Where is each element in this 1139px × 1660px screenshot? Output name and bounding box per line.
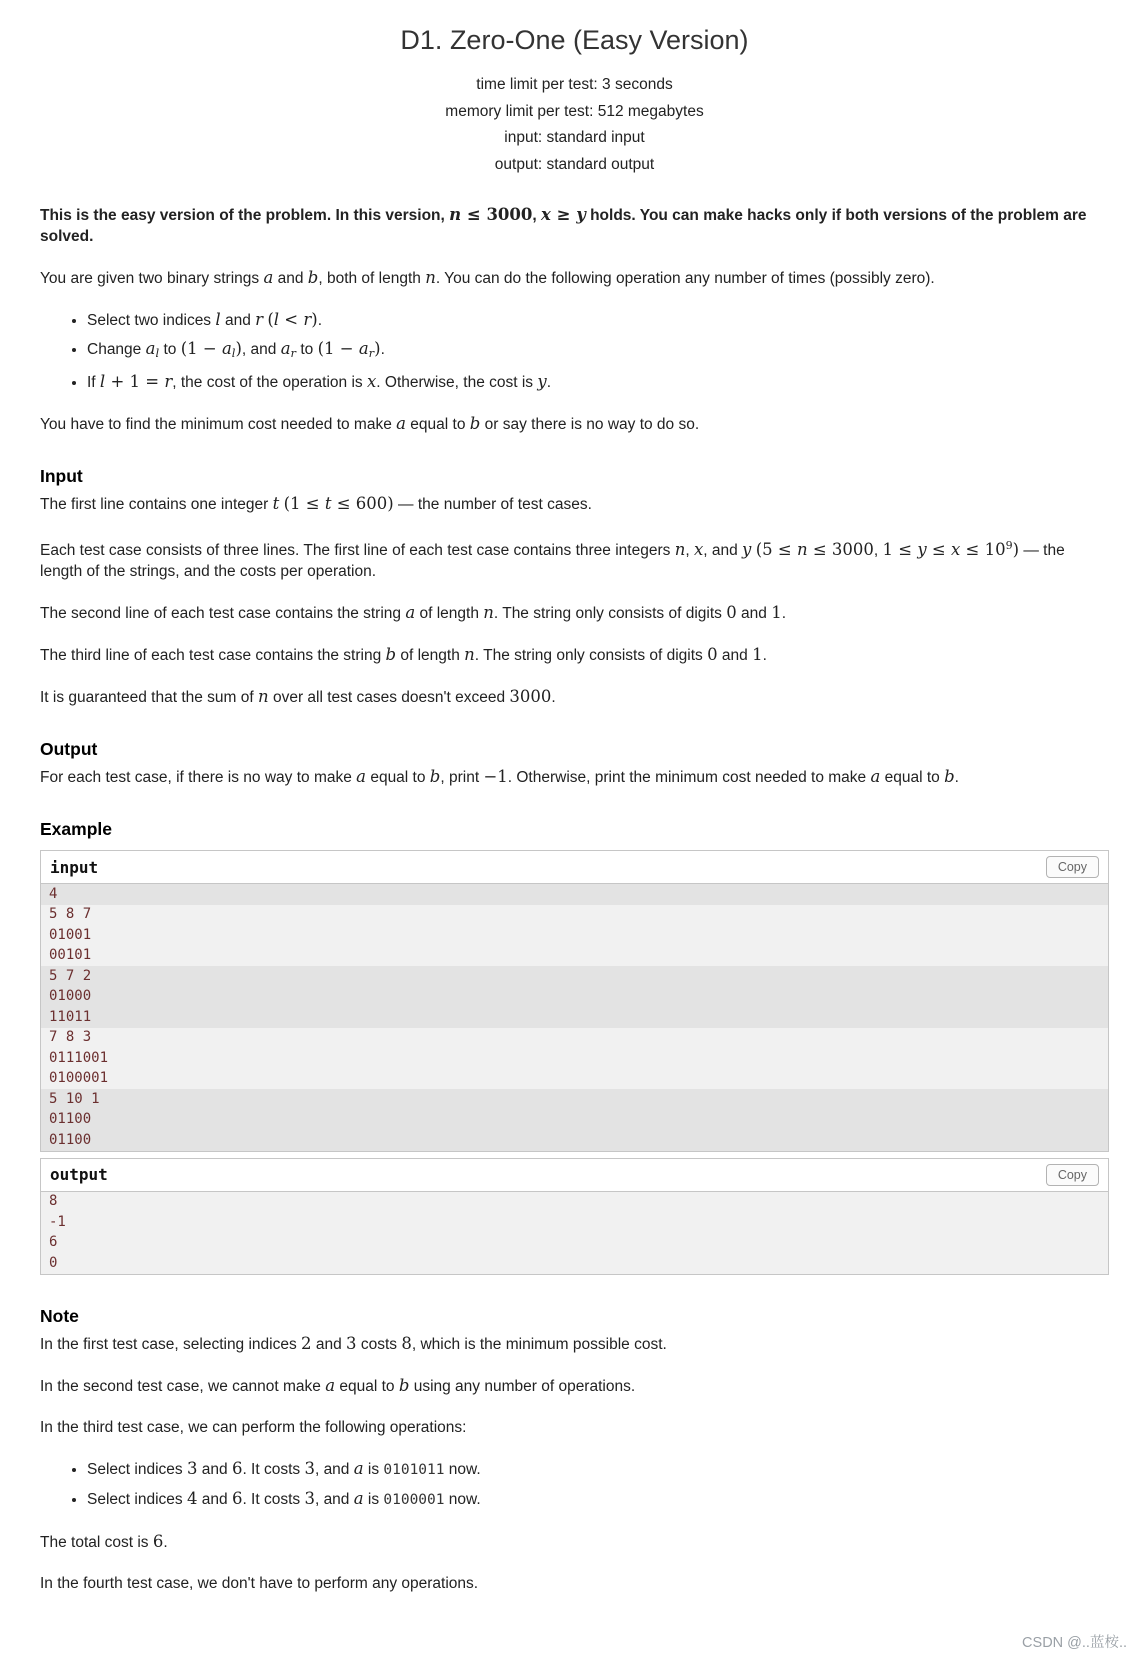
- text-segment: l: [215, 310, 221, 329]
- text-segment: 9: [1005, 539, 1013, 552]
- text-segment: ): [1012, 540, 1020, 559]
- text-segment: b: [944, 767, 955, 786]
- operations-list: [40, 309, 1109, 393]
- text-segment: .: [781, 605, 787, 622]
- text-segment: In the second test case, we cannot make: [40, 1377, 326, 1395]
- output-file-spec: output: standard output: [494, 155, 655, 173]
- version-note-paragraph: [40, 204, 1109, 247]
- text-segment: 6: [231, 1458, 243, 1478]
- example-line: 0100001: [41, 1069, 1108, 1090]
- text-segment: a: [263, 268, 274, 287]
- text-segment: b: [429, 767, 441, 786]
- example-input-title: input: [50, 857, 99, 877]
- text-segment: ≤ 10: [960, 540, 1006, 559]
- text-segment: .: [163, 1533, 168, 1551]
- text-segment: and: [220, 312, 256, 329]
- text-segment: ,: [685, 542, 694, 559]
- example-line: 7 8 3: [41, 1028, 1108, 1049]
- text-segment: In the third test case, we can perform the following operations:: [40, 1418, 467, 1436]
- text-segment: a: [396, 414, 406, 433]
- input-file-spec: input: standard input: [504, 129, 645, 146]
- note-paragraph-2: [40, 1375, 1109, 1397]
- text-segment: b: [385, 645, 397, 664]
- text-segment: r: [255, 310, 264, 329]
- text-segment: a: [356, 767, 367, 786]
- text-segment: equal to: [335, 1377, 399, 1395]
- text-segment: (1 −: [180, 339, 222, 358]
- example-line: 00101: [41, 946, 1108, 967]
- text-segment: .: [317, 312, 323, 329]
- text-segment: 3: [346, 1333, 357, 1353]
- text-segment: You have to find the minimum cost needed to make: [40, 416, 397, 433]
- input-paragraph-2: [40, 535, 1109, 582]
- text-segment: n: [464, 645, 475, 664]
- operation-item-1: [87, 309, 1109, 331]
- text-segment: If: [87, 374, 100, 391]
- text-segment: n: [674, 540, 686, 559]
- text-segment: b: [469, 414, 481, 433]
- text-segment: .: [546, 374, 552, 391]
- time-limit: time limit per test: 3 seconds: [476, 76, 673, 93]
- legend-paragraph: [40, 267, 1109, 289]
- text-segment: ≤: [926, 540, 951, 559]
- example-section-title: Example: [40, 819, 112, 839]
- example-line: 01100: [41, 1110, 1108, 1131]
- note-paragraph-1: [40, 1333, 1109, 1355]
- goal-paragraph: [40, 413, 1109, 435]
- text-segment: a: [280, 339, 291, 358]
- example-line: 4: [41, 884, 1108, 905]
- text-segment: (1 ≤: [283, 494, 325, 513]
- text-segment: ): [235, 339, 242, 358]
- text-segment: x: [366, 372, 377, 391]
- text-segment: is: [363, 1460, 384, 1478]
- example-output-title: output: [50, 1165, 108, 1184]
- text-segment: , and: [314, 1490, 354, 1508]
- text-segment: and: [273, 270, 308, 287]
- text-segment: equal to: [880, 769, 945, 786]
- operation-item-2: [87, 338, 1109, 364]
- text-segment: y: [917, 540, 927, 559]
- text-segment: to: [159, 341, 181, 358]
- text-segment: <: [279, 310, 304, 329]
- text-segment: y: [576, 205, 586, 224]
- example-line: 6: [41, 1233, 1108, 1254]
- example-input-box: [40, 850, 1109, 1152]
- example-input-lines: [41, 884, 1108, 1151]
- example-line: 5 8 7: [41, 905, 1108, 926]
- note-paragraph-4: [40, 1531, 1109, 1553]
- text-segment: a: [221, 339, 232, 358]
- text-segment: ,: [873, 542, 883, 559]
- text-segment: .: [380, 341, 385, 358]
- text-segment: ): [311, 310, 318, 329]
- text-segment: 0100001: [383, 1491, 445, 1508]
- text-segment: 1: [771, 603, 782, 622]
- text-segment: and: [736, 605, 772, 622]
- text-segment: Select two indices: [87, 312, 216, 329]
- text-segment: a: [325, 1375, 336, 1395]
- note-operation-item-2: [87, 1488, 1109, 1511]
- text-segment: + 1 =: [105, 372, 165, 391]
- csdn-watermark: CSDN @..蓝桉..: [1022, 1634, 1127, 1651]
- example-output-lines: [41, 1192, 1108, 1274]
- text-segment: 4: [186, 1488, 198, 1508]
- output-section-title: Output: [40, 739, 98, 759]
- text-segment: — the number of test cases.: [393, 496, 592, 513]
- text-segment: This is the easy version of the problem. In this version,: [40, 207, 450, 224]
- text-segment: to: [296, 341, 318, 358]
- text-segment: . The string only consists of digits: [474, 647, 708, 664]
- text-segment: using any number of operations.: [409, 1377, 636, 1395]
- text-segment: b: [398, 1375, 410, 1395]
- text-segment: l: [231, 346, 236, 360]
- text-segment: Select indices: [87, 1490, 187, 1508]
- example-line: 01100: [41, 1130, 1108, 1151]
- text-segment: 2: [301, 1333, 312, 1353]
- example-output-header: [41, 1159, 1108, 1192]
- text-segment: , print: [440, 769, 484, 786]
- text-segment: Change: [87, 341, 146, 358]
- example-line: 5 7 2: [41, 966, 1108, 987]
- text-segment: . The string only consists of digits: [493, 605, 727, 622]
- text-segment: ≤ 600): [331, 494, 394, 513]
- text-segment: , and: [703, 542, 743, 559]
- text-segment: t: [324, 494, 332, 513]
- text-segment: x: [693, 540, 704, 559]
- text-segment: , which is the minimum possible cost.: [411, 1335, 667, 1353]
- problem-title: D1. Zero-One (Easy Version): [400, 25, 749, 55]
- text-segment: You are given two binary strings: [40, 270, 264, 287]
- text-segment: 3000: [509, 687, 552, 706]
- text-segment: now.: [444, 1490, 481, 1508]
- problem-header: [40, 24, 1109, 178]
- text-segment: b: [307, 268, 319, 287]
- text-segment: and: [197, 1460, 232, 1478]
- text-segment: 8: [401, 1333, 412, 1353]
- text-segment: costs: [356, 1335, 402, 1353]
- example-line: 01001: [41, 925, 1108, 946]
- text-segment: 1 ≤: [882, 540, 918, 559]
- text-segment: .: [551, 689, 556, 706]
- text-segment: 6: [231, 1488, 243, 1508]
- text-segment: r: [368, 346, 375, 360]
- text-segment: Each test case consists of three lines. The first line of each test case contains three integers: [40, 542, 675, 559]
- text-segment: — the length of the strings, and the costs per operation.: [40, 542, 1065, 580]
- text-segment: (: [267, 310, 274, 329]
- note-section-title: Note: [40, 1305, 79, 1326]
- text-segment: n: [258, 687, 269, 706]
- text-segment: y: [742, 540, 752, 559]
- text-segment: ≤ 3000: [461, 205, 533, 224]
- text-segment: ≥: [550, 205, 577, 224]
- text-segment: holds. You can make hacks only if both versions of the problem are solved.: [40, 207, 1087, 245]
- example-line: 5 10 1: [41, 1089, 1108, 1110]
- text-segment: . It costs: [242, 1490, 305, 1508]
- text-segment: y: [537, 372, 547, 391]
- text-segment: of length: [396, 647, 465, 664]
- text-segment: 6: [152, 1531, 164, 1551]
- text-segment: ): [374, 339, 381, 358]
- text-segment: and: [311, 1335, 347, 1353]
- text-segment: (1 −: [317, 339, 359, 358]
- input-paragraph-4: [40, 644, 1109, 666]
- text-segment: The total cost is: [40, 1533, 153, 1551]
- text-segment: , both of length: [318, 270, 426, 287]
- text-segment: .: [762, 647, 767, 664]
- text-segment: . You can do the following operation any number of times (possibly zero).: [435, 270, 935, 287]
- input-section-title: Input: [40, 466, 83, 486]
- text-segment: 0101011: [383, 1461, 445, 1478]
- text-segment: For each test case, if there is no way to make: [40, 769, 357, 786]
- text-segment: of length: [415, 605, 484, 622]
- text-segment: t: [272, 494, 280, 513]
- text-segment: , the cost of the operation is: [172, 374, 367, 391]
- example-line: -1: [41, 1212, 1108, 1233]
- text-segment: r: [303, 310, 312, 329]
- note-paragraph-3: [40, 1417, 1109, 1438]
- operation-item-3: [87, 371, 1109, 393]
- note-operations-list: [40, 1458, 1109, 1511]
- copy-input-button[interactable]: Copy: [1046, 856, 1099, 878]
- text-segment: over all test cases doesn't exceed: [268, 689, 510, 706]
- example-line: 11011: [41, 1007, 1108, 1028]
- text-segment: , and: [241, 341, 281, 358]
- memory-limit: memory limit per test: 512 megabytes: [445, 102, 704, 120]
- text-segment: a: [145, 339, 156, 358]
- example-output-box: [40, 1158, 1109, 1275]
- text-segment: . Otherwise, print the minimum cost needed to make: [507, 769, 871, 786]
- text-segment: .: [954, 769, 959, 786]
- text-segment: is: [363, 1490, 384, 1508]
- input-paragraph-1: [40, 493, 1109, 515]
- text-segment: Select indices: [87, 1460, 187, 1478]
- text-segment: l: [273, 310, 280, 329]
- text-segment: r: [290, 346, 297, 360]
- text-segment: a: [870, 767, 881, 786]
- text-segment: n: [449, 205, 462, 224]
- input-paragraph-5: [40, 686, 1109, 708]
- text-segment: , and: [314, 1460, 354, 1478]
- text-segment: 3: [304, 1488, 315, 1508]
- text-segment: a: [405, 603, 416, 622]
- example-line: 8: [41, 1192, 1108, 1213]
- text-segment: now.: [444, 1460, 481, 1478]
- text-segment: x: [541, 205, 551, 224]
- text-segment: It is guaranteed that the sum of: [40, 689, 258, 706]
- text-segment: . Otherwise, the cost is: [376, 374, 538, 391]
- output-paragraph-1: [40, 766, 1109, 788]
- text-segment: In the first test case, selecting indices: [40, 1335, 302, 1353]
- text-segment: x: [951, 540, 961, 559]
- example-line: 0111001: [41, 1048, 1108, 1069]
- text-segment: l: [155, 346, 160, 360]
- text-segment: equal to: [366, 769, 430, 786]
- text-segment: n: [796, 540, 808, 559]
- text-segment: n: [483, 603, 494, 622]
- text-segment: n: [425, 268, 436, 287]
- input-paragraph-3: [40, 602, 1109, 624]
- text-segment: l: [99, 372, 106, 391]
- example-line: 01000: [41, 987, 1108, 1008]
- text-segment: −1: [483, 767, 508, 786]
- example-input-header: [41, 851, 1108, 884]
- text-segment: 1: [752, 645, 763, 664]
- text-segment: 0: [707, 645, 718, 664]
- text-segment: a: [353, 1458, 364, 1478]
- note-operation-item-1: [87, 1458, 1109, 1481]
- text-segment: (5 ≤: [755, 540, 797, 559]
- text-segment: 3: [186, 1458, 198, 1478]
- copy-output-button[interactable]: Copy: [1046, 1164, 1099, 1186]
- text-segment: The third line of each test case contains the string: [40, 647, 386, 664]
- text-segment: 0: [726, 603, 737, 622]
- text-segment: and: [197, 1490, 232, 1508]
- text-segment: . It costs: [242, 1460, 305, 1478]
- text-segment: 3: [304, 1458, 315, 1478]
- text-segment: ,: [532, 207, 542, 224]
- text-segment: ≤ 3000: [807, 540, 874, 559]
- example-line: 0: [41, 1253, 1108, 1274]
- text-segment: equal to: [405, 416, 470, 433]
- text-segment: The first line contains one integer: [40, 496, 273, 513]
- text-segment: a: [353, 1488, 364, 1508]
- note-paragraph-5: [40, 1573, 1109, 1594]
- text-segment: r: [164, 372, 173, 391]
- text-segment: and: [717, 647, 753, 664]
- text-segment: In the fourth test case, we don't have to perform any operations.: [40, 1574, 479, 1592]
- text-segment: or say there is no way to do so.: [480, 416, 700, 433]
- text-segment: The second line of each test case contains the string: [40, 605, 406, 622]
- text-segment: a: [358, 339, 369, 358]
